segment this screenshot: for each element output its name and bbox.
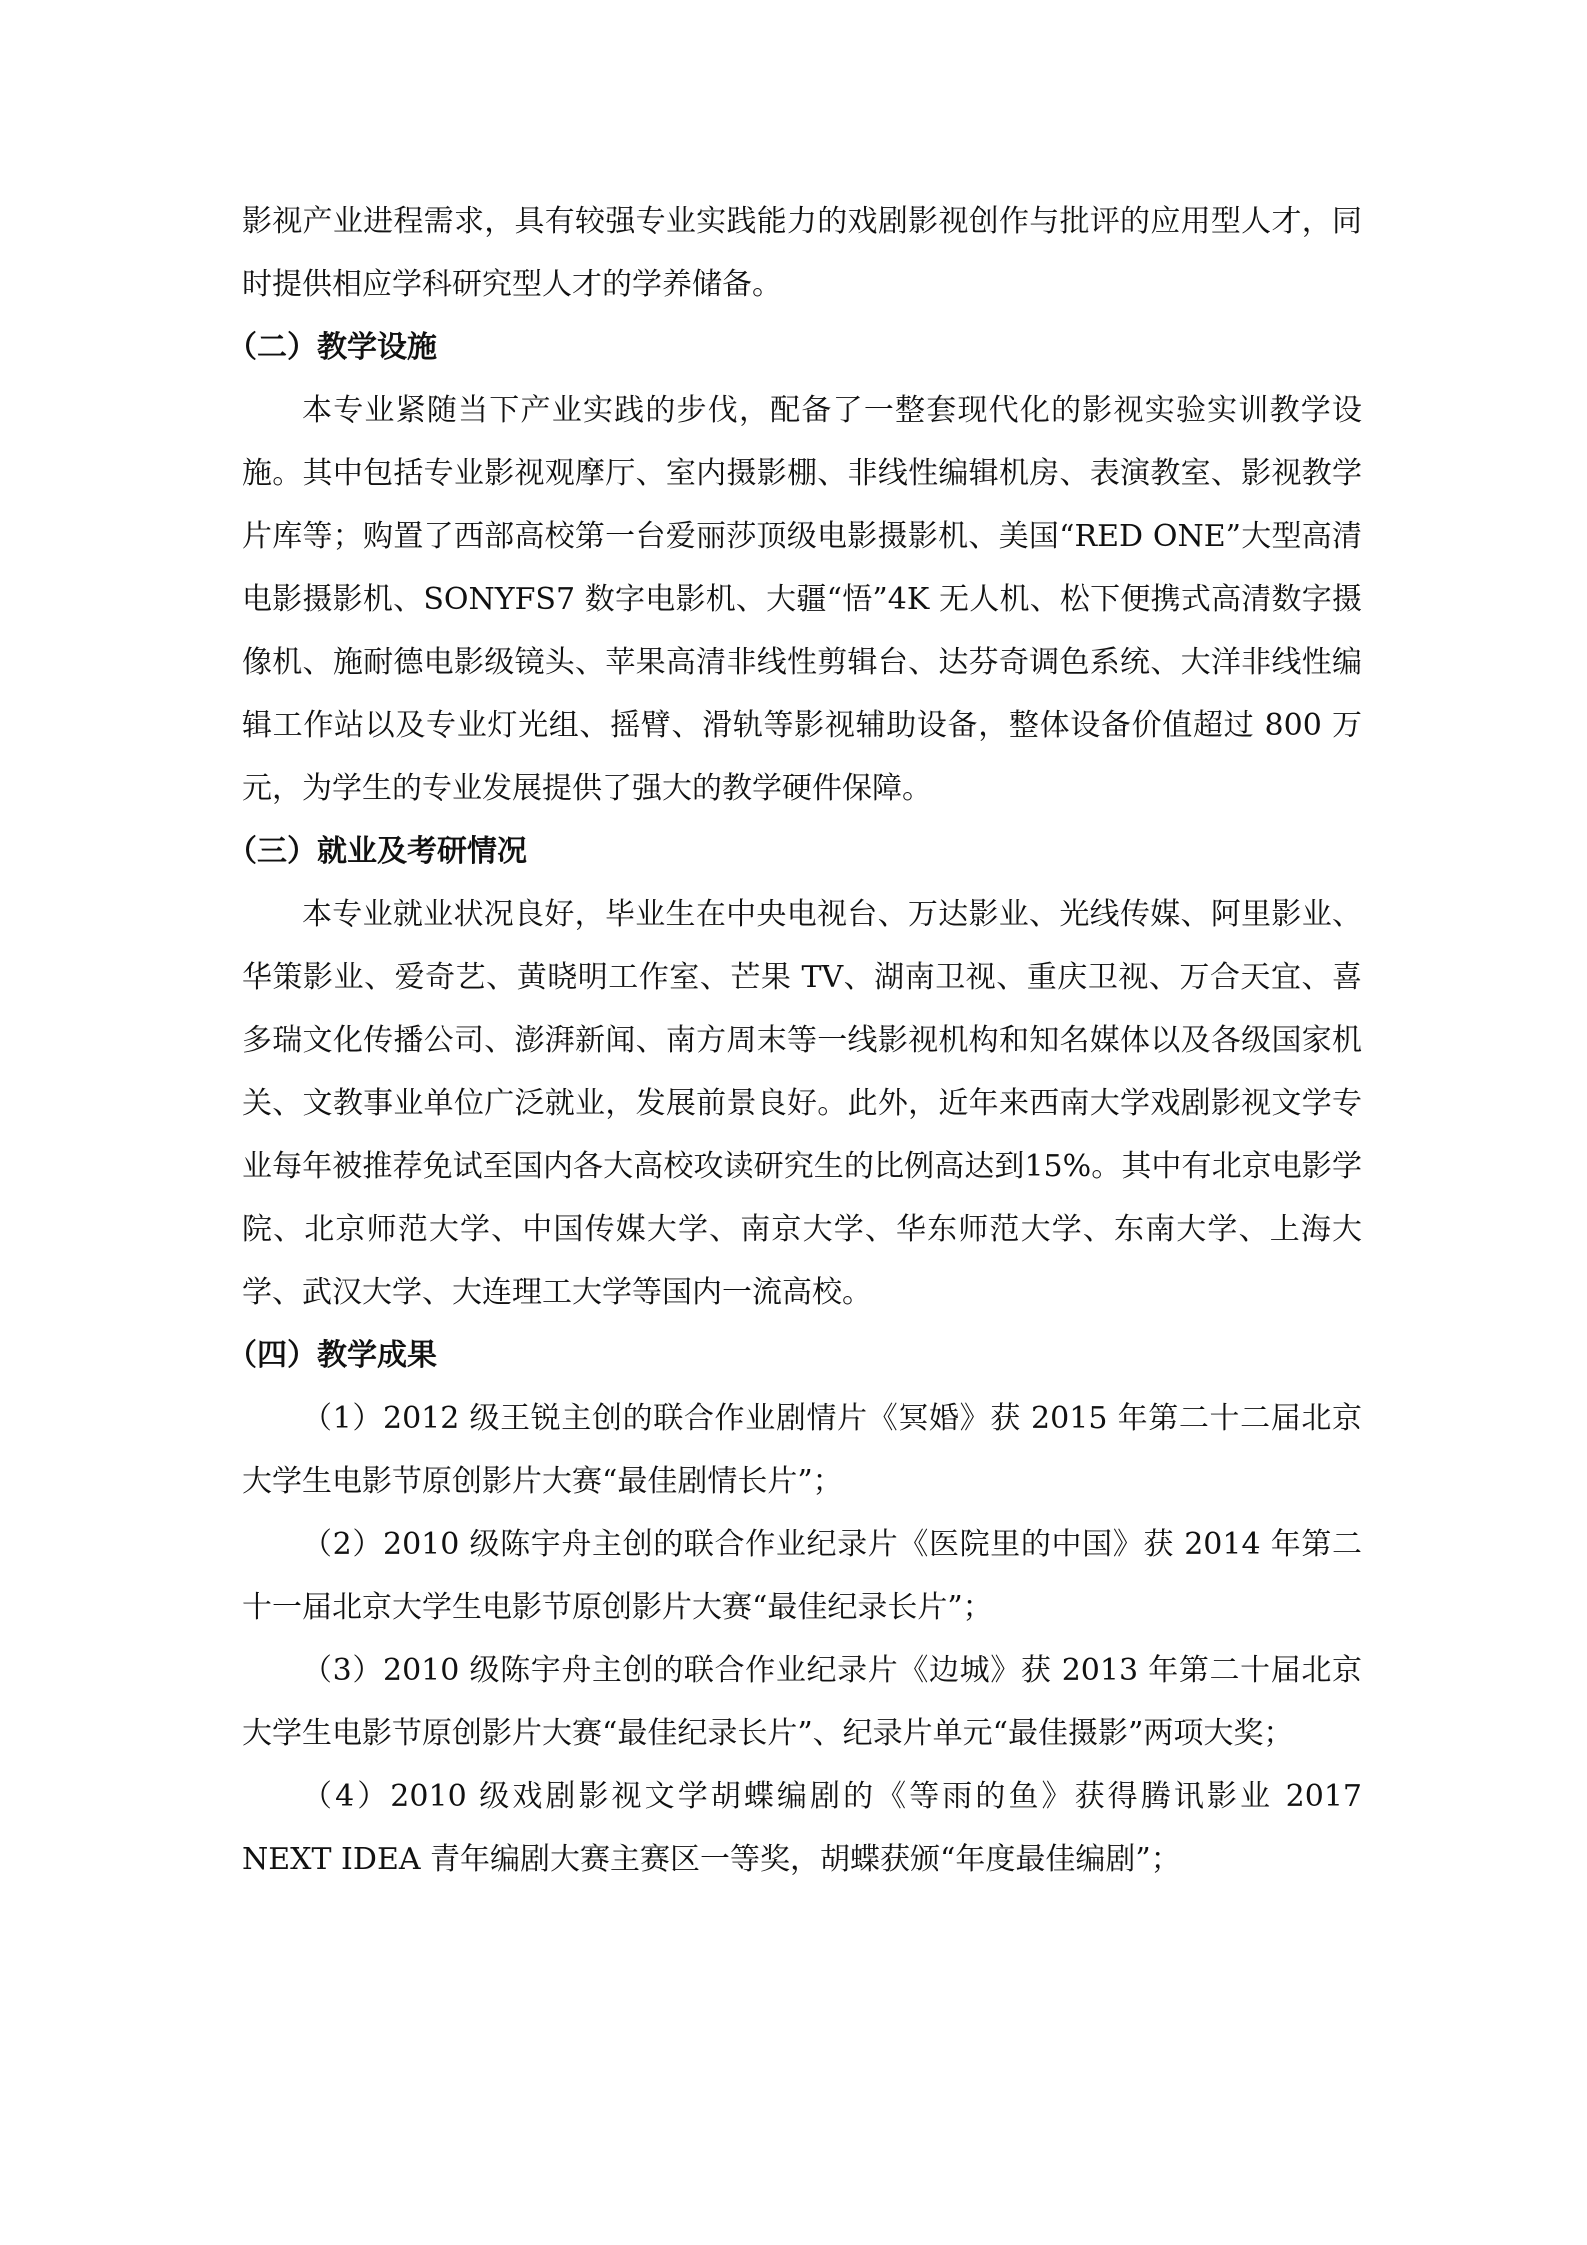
paragraph-intro-continuation: 影视产业进程需求，具有较强专业实践能力的戏剧影视创作与批评的应用型人才，同时提供相应学科研究型人才的学养储备。 (242, 204, 1362, 302)
document-body (227, 190, 1362, 1891)
achievement-item-1: （1）2012 级王锐主创的联合作业剧情片《冥婚》获 2015 年第二十二届北京大学生电影节原创影片大赛“最佳剧情长片”； (242, 1401, 1362, 1499)
heading-teaching-facilities: （二）教学设施 (227, 330, 437, 365)
paragraph-employment: 本专业就业状况良好，毕业生在中央电视台、万达影业、光线传媒、阿里影业、华策影业、爱奇艺、黄晓明工作室、芒果 TV、湖南卫视、重庆卫视、万合天宜、喜多瑞文化传播公司、澎湃新闻、南方周末等一线影视机构和知名媒体以及各级国家机关、文教事业单位广泛就业，发展前景良好。此外，近年来西南大学戏剧影视文学专业每年被推荐免试至国内各大高校攻读研究生的比例高达到15%。其中有北京电影学院、北京师范大学、中国传媒大学、南京大学、华东师范大学、东南大学、上海大学、武汉大学、大连理工大学等国内一流高校。 (242, 897, 1362, 1310)
achievement-item-4: （4）2010 级戏剧影视文学胡蝶编剧的《等雨的鱼》获得腾讯影业 2017 NEXT IDEA 青年编剧大赛主赛区一等奖，胡蝶获颁“年度最佳编剧”； (242, 1779, 1362, 1877)
heading-teaching-achievements: （四）教学成果 (227, 1338, 437, 1373)
paragraph-teaching-facilities: 本专业紧随当下产业实践的步伐，配备了一整套现代化的影视实验实训教学设施。其中包括专业影视观摩厅、室内摄影棚、非线性编辑机房、表演教室、影视教学片库等；购置了西部高校第一台爱丽莎顶级电影摄影机、美国“RED ONE”大型高清电影摄影机、SONYFS7 数字电影机、大疆“悟”4K 无人机、松下便携式高清数字摄像机、施耐德电影级镜头、苹果高清非线性剪辑台、达芬奇调色系统、大洋非线性编辑工作站以及专业灯光组、摇臂、滑轨等影视辅助设备，整体设备价值超过 800 万元，为学生的专业发展提供了强大的教学硬件保障。 (242, 393, 1362, 806)
achievement-item-2: （2）2010 级陈宇舟主创的联合作业纪录片《医院里的中国》获 2014 年第二十一届北京大学生电影节原创影片大赛“最佳纪录长片”； (242, 1527, 1362, 1625)
heading-employment: （三）就业及考研情况 (227, 834, 527, 869)
achievement-item-3: （3）2010 级陈宇舟主创的联合作业纪录片《边城》获 2013 年第二十届北京大学生电影节原创影片大赛“最佳纪录长片”、纪录片单元“最佳摄影”两项大奖； (242, 1653, 1362, 1751)
